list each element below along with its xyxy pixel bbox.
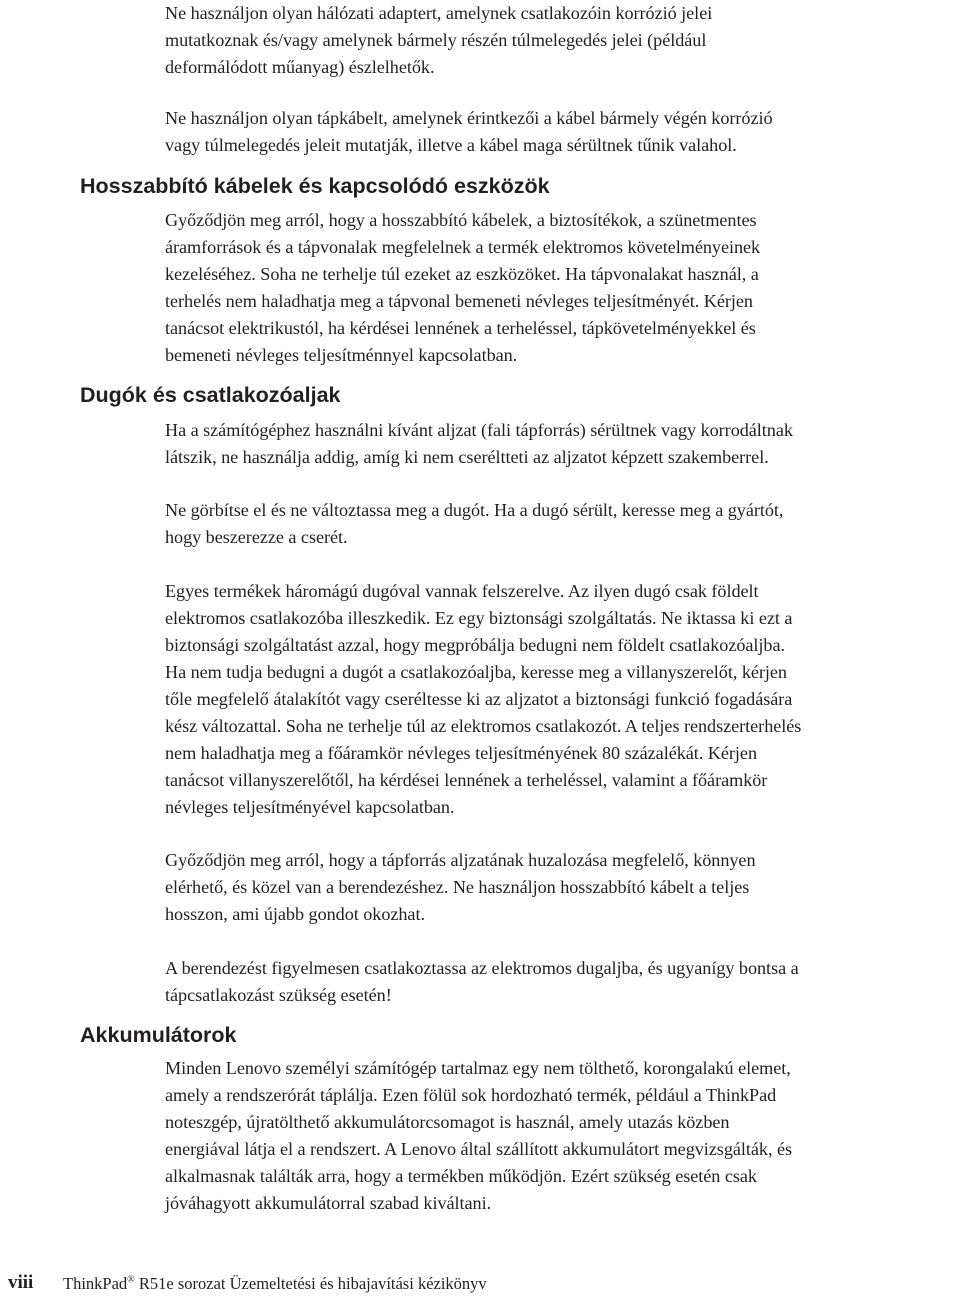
registered-mark: ® bbox=[127, 1274, 135, 1286]
plug-modify-paragraph: Ne görbítse el és ne változtassa meg a dugót. Ha a dugó sérült, keresse meg a gyártót, hogy beszerezze a cserét. bbox=[165, 500, 784, 547]
connect-carefully-paragraph: A berendezést figyelmesen csatlakoztassa az elektromos dugaljba, és ugyanígy bontsa a tápcsatlakozást szükség esetén! bbox=[165, 958, 799, 1005]
page-footer bbox=[0, 1272, 960, 1294]
extension-cords-paragraph: Győződjön meg arról, hogy a hosszabbító kábelek, a biztosítékok, a szünetmentes áramforrások és a tápvonalak megfelelnek a termék elektromos követelményeinek kezeléséhez. Soha ne terhelje túl ezeket az eszközöket. Ha tápvonalakat használ, a terhelés nem haladhatja meg a tápvonal bemeneti névleges teljesítményét. Kérjen tanácsot elektrikustól, ha kérdései lennének a terheléssel, tápkövetelményekkel és bemeneti névleges teljesítménnyel kapcsolatban. bbox=[165, 210, 761, 365]
adapter-warning-paragraph: Ne használjon olyan hálózati adaptert, amelynek csatlakozóin korrózió jelei mutatkoznak és/vagy amelynek bármely részén túlmelegedés jelei (például deformálódott műanyag) észlelhetők. bbox=[165, 3, 713, 77]
footer-book-title bbox=[63, 1274, 487, 1294]
outlet-wiring-paragraph: Győződjön meg arról, hogy a tápforrás aljzatának huzalozása megfelelő, könnyen elérhető, és közel van a berendezéshez. Ne használjon hosszabbító kábelt a teljes hosszon, ami újabb gondot okozhat. bbox=[165, 850, 756, 924]
power-cord-warning-paragraph: Ne használjon olyan tápkábelt, amelynek érintkezői a kábel bármely végén korrózió vagy túlmelegedés jeleit mutatják, illetve a kábel maga sérültnek tűnik valahol. bbox=[165, 108, 773, 155]
three-prong-plug-paragraph: Egyes termékek háromágú dugóval vannak felszerelve. Az ilyen dugó csak földelt elektromos csatlakozóba illeszkedik. Ez egy biztonsági szolgáltatás. Ne iktassa ki ezt a biztonsági szolgáltatást azzal, hogy megpróbálja bedugni nem földelt csatlakozóaljba. Ha nem tudja bedugni a dugót a csatlakozóaljba, keresse meg a villanyszerelőt, kérjen tőle megfelelő átalakítót vagy cseréltesse ki az aljzatot a biztonsági funkció fogadására kész változattal. Soha ne terhelje túl az elektromos csatlakozót. A teljes rendszerterhelés nem haladhatja meg a főáramkör névleges teljesítményének 80 százalékát. Kérjen tanácsot villanyszerelőtől, ha kérdései lennének a terheléssel, valamint a főáramkör névleges teljesítményével kapcsolatban. bbox=[165, 581, 802, 817]
outlet-damage-paragraph: Ha a számítógéphez használni kívánt aljzat (fali tápforrás) sérültnek vagy korrodáltnak látszik, ne használja addig, amíg ki nem cseréltteti az aljzatot képzett szakemberrel. bbox=[165, 420, 793, 467]
footer-brand: ThinkPad bbox=[63, 1274, 128, 1293]
batteries-heading: Akkumulátorok bbox=[80, 1023, 237, 1047]
page-number: viii bbox=[8, 1272, 34, 1293]
footer-title-rest: R51e sorozat Üzemeltetési és hibajavítási kézikönyv bbox=[134, 1274, 487, 1293]
plugs-outlets-heading: Dugók és csatlakozóaljak bbox=[80, 383, 341, 407]
batteries-paragraph: Minden Lenovo személyi számítógép tartalmaz egy nem tölthető, korongalakú elemet, amely a rendszerórát táplálja. Ezen fölül sok hordozható termék, például a ThinkPad noteszgép, újratölthető akkumulátorcsomagot is használ, amely utazás közben energiával látja el a rendszert. A Lenovo által szállított akkumulátort megvizsgálták, és alkalmasnak találták arra, hogy a termékben működjön. Ezért szükség esetén csak jóváhagyott akkumulátorral szabad kiváltani. bbox=[165, 1058, 793, 1213]
extension-cords-heading: Hosszabbító kábelek és kapcsolódó eszközök bbox=[80, 174, 550, 198]
